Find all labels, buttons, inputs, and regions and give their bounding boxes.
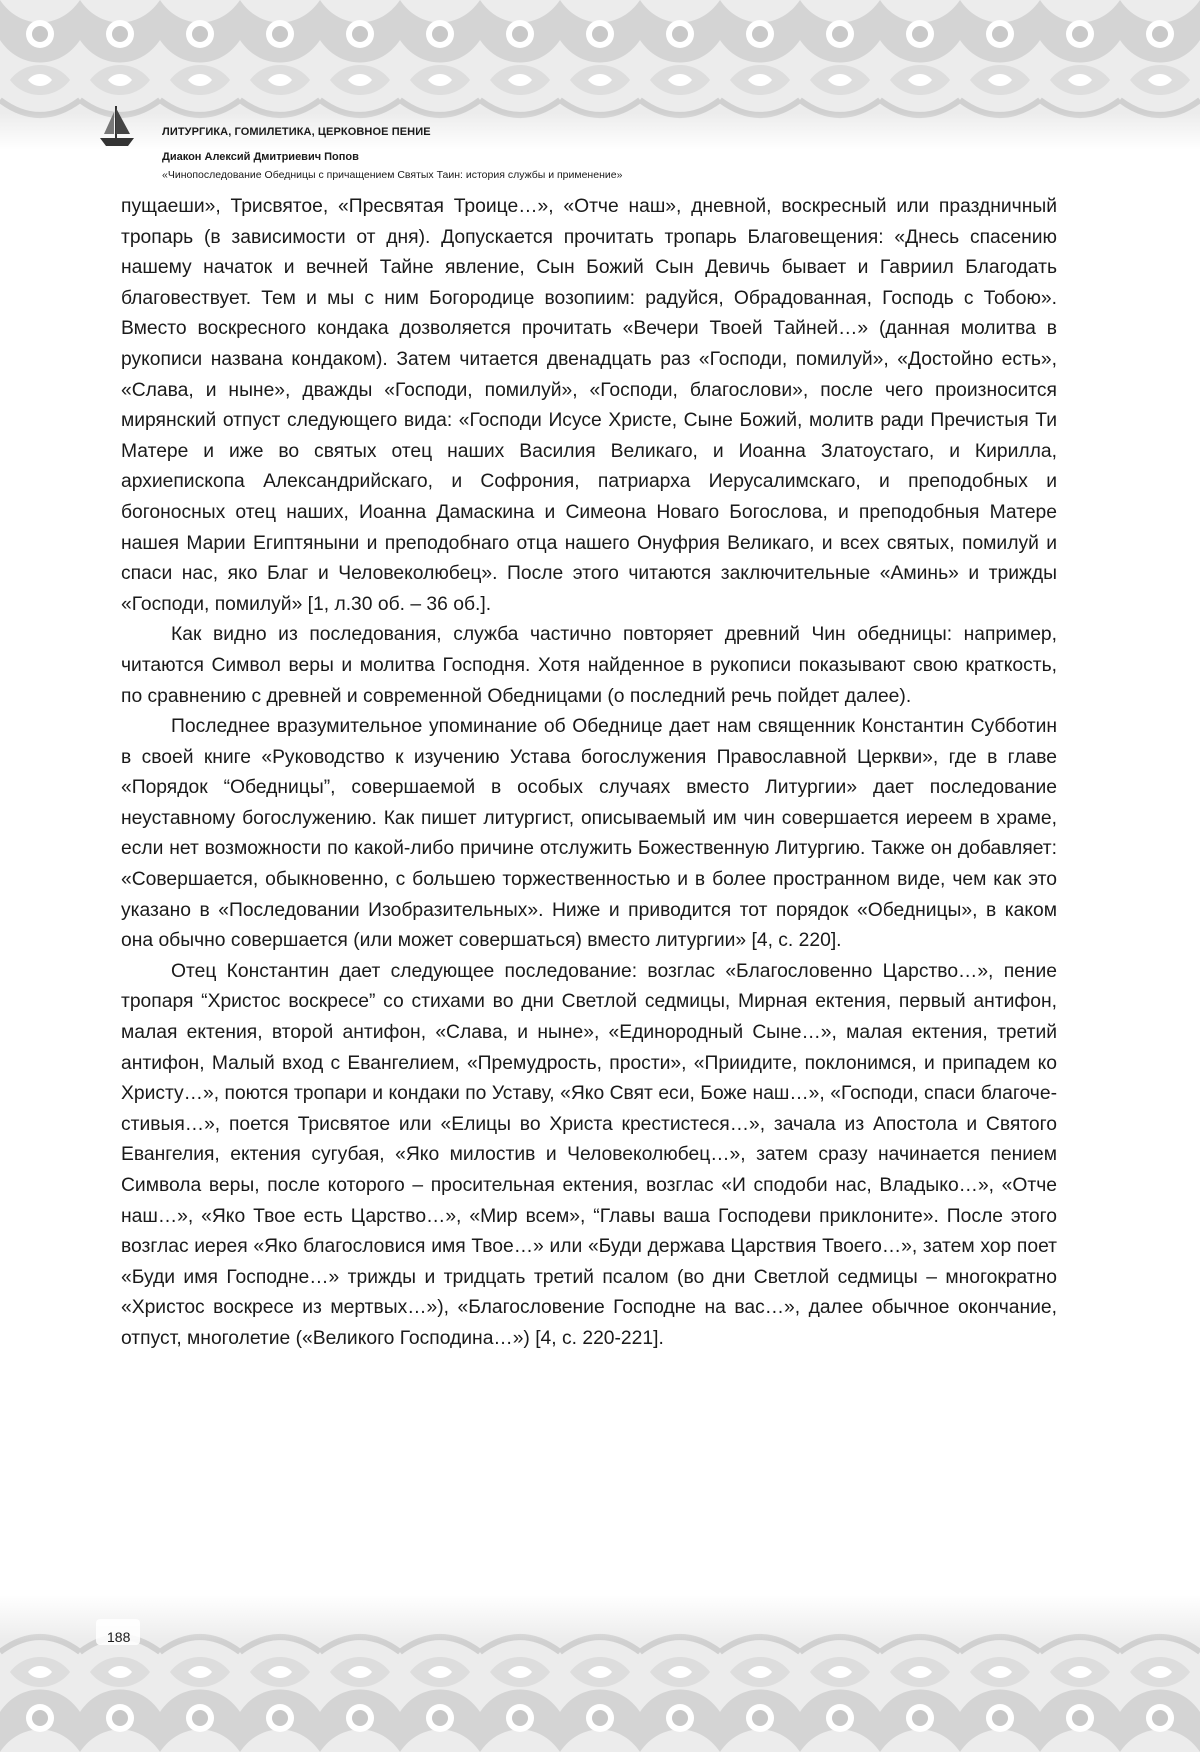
page-number: 188 xyxy=(107,1629,130,1645)
bottom-ornament-band xyxy=(0,1595,1200,1752)
section-title: ЛИТУРГИКА, ГОМИЛЕТИКА, ЦЕРКОВНОЕ ПЕНИЕ xyxy=(162,126,431,138)
ornament-pattern-bottom xyxy=(0,1595,1200,1752)
ship-logo-icon xyxy=(98,104,138,148)
paragraph: Отец Константин дает следующее последование: возглас «Благословенно Цар­ство…», пение тропаря “Христос воскресе” со стихами во дни Светлой седмицы, Мирная ектения, первый антифон, малая ектения, второй антифон, «Слава, и ныне», «Единородный Сыне…», малая ектения, третий антифон, Малый вход с Евангелием, «Премудрость, прости», «Приидите, поклонимся, и припадем ко Христу…», поются тропари и кондаки по Уставу, «Яко Свят еси, Боже наш…», «Господи, спаси благоче­стивыя…», поется Трисвятое или «Елицы во Христа крестистеся…», зачала из Апо­стола и Святого Евангелия, ектения сугубая, «Яко милостив и Человеколюбец…», затем сразу начинается пением Символа веры, после которого – просительная ектения, возглас «И сподоби нас, Владыко…», «Отче наш…», «Яко Твое есть Цар­ство…», «Мир всем», “Главы ваша Господеви приклоните». После этого возглас ие­рея «Яко благословися имя Твое…» или «Буди держава Царствия Твоего…», затем хор поет «Буди имя Господне…» трижды и тридцать третий псалом (во дни Свет­лой седмицы – многократно «Христос воскресе из мертвых…»), «Благословение Господне на вас…», далее обычное окончание, отпуст, многолетие («Великого Го­сподина…») [4, с. 220-221]. xyxy=(121,957,1057,1355)
article-title: «Чинопоследование Обедницы с причащением Святых Таин: история службы и применение» xyxy=(162,169,622,181)
author-name: Диакон Алексий Дмитриевич Попов xyxy=(162,151,359,163)
paragraph: пущаеши», Трисвятое, «Пресвятая Троице…», «Отче наш», дневной, воскресный или праздничный тропарь (в зависимости от дня). Допускается прочитать тропарь Бла­говещения: «Днесь спасению нашему начаток и вечней Тайне явление, Сын Божий Сын Девичь бывает и Гавриил Благодать благовествует. Тем и мы с ним Богородице возопиим: радуйся, Обрадованная, Господь с Тобою». Вместо воскресного кондака дозволяется прочитать «Вечери Твоей Тайней…» (данная молитва в рукописи назва­на кондаком). Затем читается двенадцать раз «Господи, помилуй», «Достойно есть», «Слава, и ныне», дважды «Господи, помилуй», «Господи, благослови», после чего про­износится мирянский отпуст следующего вида: «Господи Исусе Христе, Сыне Божий, молитв ради Пречистыя Ти Матере и иже во святых отец наших Василия Великаго, и Иоанна Златоустаго, и Кирилла, архиепископа Александрийскаго, и Софрония, па­триарха Иерусалимскаго, и преподобных и богоносных отец наших, Иоанна Дамас­кина и Симеона Новаго Богослова, и преподобныя Матере нашея Марии Египтяныни и преподобнаго отца нашего Онуфрия Великаго, и всех святых, помилуй и спаси нас, яко Благ и Человеколюбец». После этого читаются заключительные «Аминь» и триж­ды «Господи, помилуй» [1, л.30 об. – 36 об.]. xyxy=(121,192,1057,620)
paragraph: Последнее вразумительное упоминание об Обеднице дает нам священник Кон­стантин Субботин в своей книге «Руководство к изучению Устава богослужения Пра­вославной Церкви», где в главе «Порядок “Обедницы”, совершаемой в особых слу­чаях вместо Литургии» дает последование неуставному богослужению. Как пишет литургист, описываемый им чин совершается иереем в храме, если нет возможно­сти по какой-либо причине отслужить Божественную Литургию. Также он добавляет: «Совершается, обыкновенно, с большею торжественностью и в более пространном виде, чем как это указано в «Последовании Изобразительных». Ниже и приводится тот порядок «Обедницы», в каком она обычно совершается (или может совершаться) вместо литургии» [4, с. 220]. xyxy=(121,712,1057,957)
article-body xyxy=(121,192,1057,1355)
paragraph: Как видно из последования, служба частично повторяет древний Чин обедницы: например, читаются Символ веры и молитва Господня. Хотя найденное в рукописи показывают свою краткость, по сравнению с древней и современной Обедницами (о последний речь пойдет далее). xyxy=(121,620,1057,712)
